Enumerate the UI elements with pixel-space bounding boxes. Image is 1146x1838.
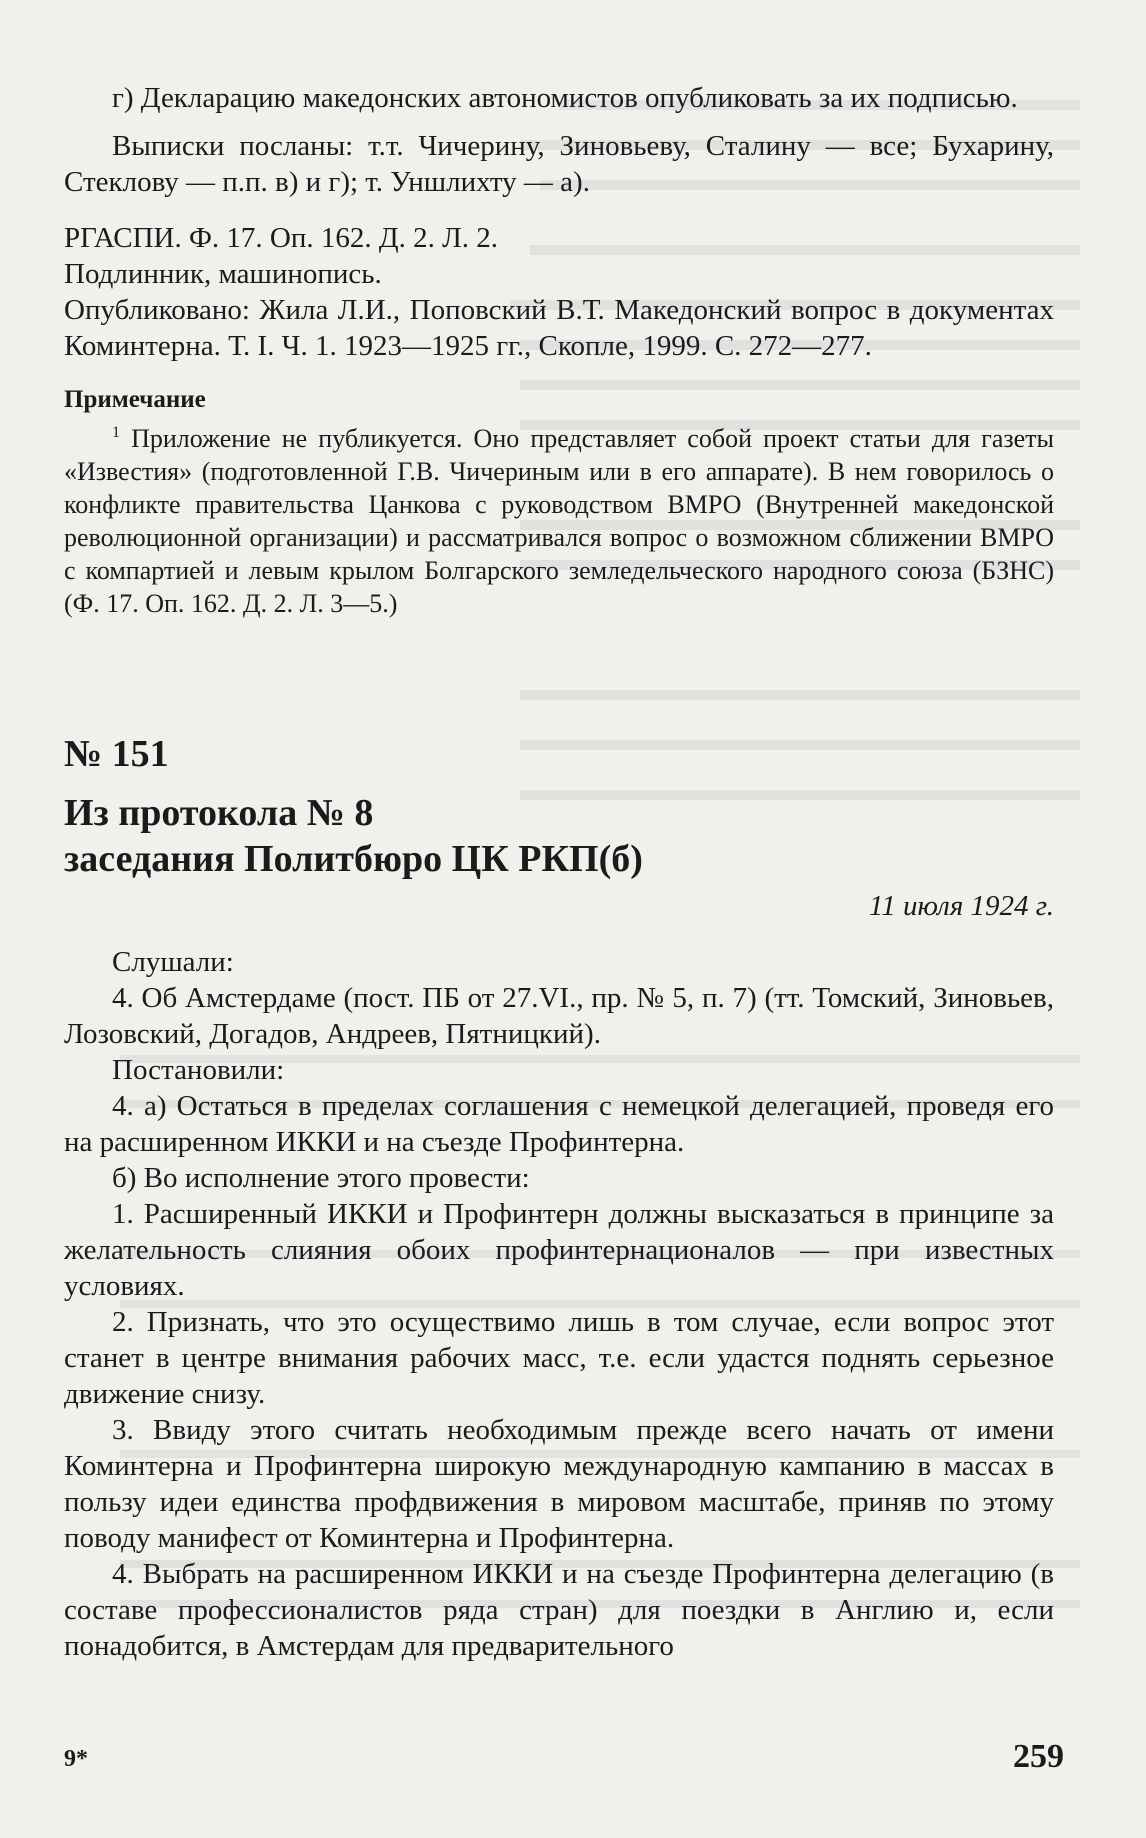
footnote-marker: 1 — [112, 424, 120, 441]
document-number: № 151 — [64, 733, 169, 775]
page-number: 259 — [1013, 1738, 1064, 1775]
paragraph-item-g: г) Декларацию македонских автономистов опубликовать за их подписью. — [112, 82, 1018, 114]
resolution-item-3: 3. Ввиду этого считать необходимым прежде всего начать от имени Коминтерна и Профинтерна широкую международную кампанию в массах в пользу идеи единства профдвижения в мировом масштабе, приняв по этому поводу манифест от Коминтерна и Профинтерна. — [64, 1414, 1054, 1554]
resolution-item-1: 1. Расширенный ИККИ и Профинтерн должны высказаться в принципе за желательность слияния обоих профинтернационалов — при известных условиях. — [64, 1198, 1054, 1302]
document-title — [64, 790, 1054, 882]
resolution-item-4: 4. Выбрать на расширенном ИККИ и на съезде Профинтерна делегацию (в составе профессионалистов ряда стран) для поездки в Англию и, если понадобится, в Амстердам для предварительного — [64, 1558, 1054, 1662]
publication-reference: Опубликовано: Жила Л.И., Поповский В.Т. Македонский вопрос в документах Коминтерна. Т. I. Ч. 1. 1923—1925 гг., Скопле, 1999. С. 272—277. — [64, 294, 1054, 362]
document-title-line2: заседания Политбюро ЦК РКП(б) — [64, 838, 643, 880]
original-type: Подлинник, машинопись. — [64, 258, 382, 290]
heard-label: Слушали: — [112, 946, 234, 978]
note-heading: Примечание — [64, 386, 206, 413]
heard-item: 4. Об Амстердаме (пост. ПБ от 27.VI., пр. № 5, п. 7) (тт. Томский, Зиновьев, Лозовский, Догадов, Андреев, Пятницкий). — [64, 982, 1054, 1050]
page-content — [64, 80, 1054, 1664]
document-date: 11 июля 1924 г. — [868, 890, 1054, 922]
extracts-sent-paragraph: Выписки посланы: т.т. Чичерину, Зиновьеву, Сталину — все; Бухарину, Стеклову — п.п. в) и г); т. Уншлихту — а). — [64, 130, 1054, 198]
footnote-body: Приложение не публикуется. Оно представляет собой проект статьи для газеты «Известия» (подготовленной Г.В. Чичериным или в его аппарате). В нем говорилось о конфликте правительства Цанкова с руководством ВМРО (Внутренней македонской революционной организации) и рассматривался вопрос о возможном сближении ВМРО с компартией и левым крылом Болгарского земледельческого народного союза (БЗНС) (Ф. 17. Оп. 162. Д. 2. Л. 3—5.) — [64, 424, 1054, 618]
footnote-text — [64, 416, 1054, 620]
archive-reference: РГАСПИ. Ф. 17. Оп. 162. Д. 2. Л. 2. — [64, 222, 499, 254]
resolution-item-2: 2. Признать, что это осуществимо лишь в том случае, если вопрос этот станет в центре внимания рабочих масс, т.е. если удастся поднять серьезное движение снизу. — [64, 1306, 1054, 1410]
signature-mark: 9* — [64, 1746, 88, 1772]
resolved-a: 4. а) Остаться в пределах соглашения с немецкой делегацией, проведя его на расширенном ИККИ и на съезде Профинтерна. — [64, 1090, 1054, 1158]
resolved-b: б) Во исполнение этого провести: — [112, 1162, 530, 1194]
document-title-line1: Из протокола № 8 — [64, 792, 374, 834]
resolved-label: Постановили: — [112, 1054, 285, 1086]
